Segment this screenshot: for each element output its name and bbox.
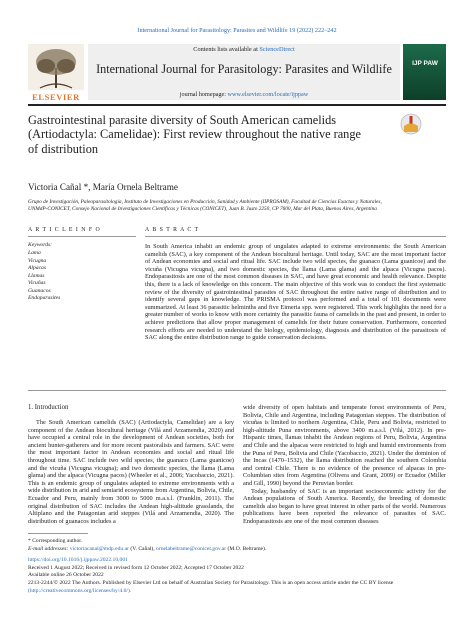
section-title-introduction: 1. Introduction	[28, 404, 69, 411]
email-link[interactable]: ornelabeltrame@conicet.gov.ar	[156, 545, 227, 552]
check-for-updates-icon[interactable]	[400, 113, 422, 139]
license-link[interactable]: (http://creativecommons.org/licenses/by/4.0/).	[28, 587, 132, 594]
journal-citation[interactable]: International Journal for Parasitology: Parasites and Wildlife 19 (2022) 222–242	[137, 27, 337, 34]
keyword: Guanacos	[28, 287, 51, 294]
sciencedirect-link[interactable]: ScienceDirect	[259, 46, 295, 53]
keyword: Vicuñas	[28, 280, 46, 286]
keyword: Endoparasites	[28, 295, 61, 301]
article-title	[28, 113, 398, 156]
title-line: Gastrointestinal parasite diversity of South American camelids	[28, 113, 337, 127]
contents-prefix: Contents lists available at	[193, 46, 260, 53]
journal-cover-text: IJP PAW	[412, 60, 438, 67]
homepage-link[interactable]: www.elsevier.com/locate/ijppaw	[227, 91, 309, 98]
keyword: Vicugna	[28, 257, 47, 264]
keyword: Alpacas	[28, 265, 47, 271]
doi-link[interactable]: https://doi.org/10.1016/j.ijppaw.2022.10.001	[28, 557, 128, 564]
footnote-rule	[28, 533, 88, 534]
footnotes	[28, 538, 446, 595]
body-paragraph: The South American camelids (SAC) (Artiodactyla, Camelidae) are a key component of the Andean biocultural heritage (Vilá and Arzamendia, 2020) and have occupied a central role in the development of Andean societies, both for ancient hunter-gatherers and for more recent pastoralists and farmers. SAC were the most important factor in Andean economies and social and ritual life throughout time. SAC include two wild species, the guanaco (Lama guanicoe) and the vicuña (Vicugna vicugna); and two domestic species, the llama (Lama glama) and the alpaca (Vicugna pacos) (Wheeler et al., 2006; Yacobaccio, 2021). This is an endemic group of ungulates adapted to extreme environments with a wide distribution in arid and semiarid ecosystems from Argentina, Bolivia, Chile, Ecuador and Peru, mainly from 3000 to 5000 m.a.s.l. (Franklin, 2011). The original distribution of SAC includes the Andean high-altitude grasslands, the Altiplano and the Patagonian arid steppes (Vilá and Arzamendia, 2020). The distribution of guanacos includes a	[28, 419, 234, 525]
affiliation	[28, 199, 446, 213]
journal-title: International Journal for Parasitology: Parasites and Wildlife	[96, 62, 392, 76]
journal-cover-thumbnail	[403, 44, 446, 100]
email-owner: (M.O. Beltrame).	[226, 545, 267, 552]
abstract-rule	[145, 236, 446, 237]
article-info-rule	[28, 236, 136, 237]
title-line: (Artiodactyla: Camelidae): First review throughout the native range	[28, 127, 361, 142]
journal-homepage-line	[88, 91, 400, 98]
available-online: Available online 26 October 2022	[28, 572, 104, 579]
email-owner: (V. Cañal),	[128, 545, 157, 552]
keyword: Lama	[28, 250, 41, 256]
author-list: Victoria Cañal *, María Ornela Beltrame	[28, 182, 178, 192]
abstract-bottom-rule	[28, 390, 446, 391]
contents-line	[88, 46, 400, 53]
abstract-text: In South America inhabit an endemic group of ungulates adapted to extreme environments: the South American camelids (SAC), a key component of the Andean biocultural heritage. Until today, SAC are the most important factor of Andean economies and social and ritual life. SAC include two wild species, the guanaco (Lama guanicoe) and the vicuña (Vicugna vicugna), and two domestic species, the llama (Lama glama) and the alpaca (Vicugna pacos). Endoparasitosis are one of the most common diseases in SAC, and have great economic and health relevance. Despite this, there is a lack of knowledge on this concern. The main objective of this work was to conduct the first systematic review of the diversity of gastrointestinal parasites of SAC throughout the entire native range of distribution and to identify several gaps in knowledge. The PRISMA protocol was performed and a total of 101 documents were summarized. At least 36 parasitic helminths and five Eimeria spp. were registered. This work highlights the need for a greater number of works to know with more certainty the parasitic fauna of camelids in the past and present, in order to achieve predictions that allow proper management of camelids for their future conservation. Furthermore, concerted research efforts are needed to understand the biology, epidemiology, diagnosis and distribution of the parasitosis of SAC along the entire distribution range to guide conservation decisions.	[145, 243, 446, 342]
masthead-divider	[28, 104, 446, 106]
email-label: E-mail addresses:	[28, 545, 70, 552]
abstract-heading: A B S T R A C T	[145, 227, 200, 233]
intro-right-column	[243, 404, 446, 526]
publisher-wordmark: ELSEVIER	[32, 92, 80, 102]
email-link[interactable]: victoriacanal@mdp.edu.ar	[69, 545, 129, 552]
affiliation-line: UNMdP-CONICET, Consejo Nacional de Investigaciones Científicas y Técnicas (CONICET), Juan B. Justo 2250, CP 7600, Mar del Plata, Buenos Aires, Argentina	[28, 206, 377, 212]
intro-left-column	[28, 419, 234, 525]
keyword-list	[28, 250, 60, 303]
keywords-label: Keywords:	[28, 242, 53, 248]
body-paragraph: wide diversity of open habitats and temperate forest environments of Peru, Bolivia, Chile and Argentina, including Patagonian steppes. The distribution of vicuñas is limited to northern Argentina, Chile, Peru and Bolivia, restricted to high-altitude Puna environments, above 3400 m.a.s.l. (Vilá, 2012). In pre-Hispanic times, llamas inhabit the Andean regions of Peru, Bolivia, Argentina and Chile and the alpacas were restricted to high and humid environments from the Puna of Peru, Bolivia and Chile (Yacobaccio, 2021). Under the dominion of the Incas (1470–1532), the llama distribution reached the southern Colombia and central Chile. There is no evidence of the presence of alpacas in pre-Columbian sites from Argentina (Olivera and Grant, 2009) or Ecuador (Miller and Gill, 1990) beyond the Peruvian border.	[243, 404, 446, 487]
email-line	[28, 546, 446, 554]
keyword: Llamas	[28, 272, 45, 279]
body-paragraph: Today, husbandry of SAC is an important socioeconomic activity for the Andean populations of South America. Recently, the breeding of domestic camelids also began to have great interest in other parts of the world. Numerous publications have been reported the relevance of parasites of SAC. Endoparasitosis are one of the most common diseases	[243, 487, 446, 525]
homepage-prefix: journal homepage:	[179, 91, 228, 98]
title-line: of distribution	[28, 141, 99, 156]
corresponding-author-note: * Corresponding author.	[28, 538, 83, 544]
received-dates: Received 1 August 2022; Received in revised form 12 October 2022; Accepted 17 October 2022	[28, 564, 244, 571]
license-line: 2213-2244/© 2022 The Authors. Published by Elsevier Ltd on behalf of Australian Society for Parasitology. This is an open access article under the CC BY license	[28, 579, 394, 586]
article-info-heading: A R T I C L E I N F O	[28, 227, 101, 233]
affiliation-line: Grupo de Investigación, Paleoparasitología, Instituto de Investigaciones en Producción, Sanidad y Ambiente (IIPROSAM), Facultad de Ciencias Exactas y Naturales,	[28, 199, 382, 205]
